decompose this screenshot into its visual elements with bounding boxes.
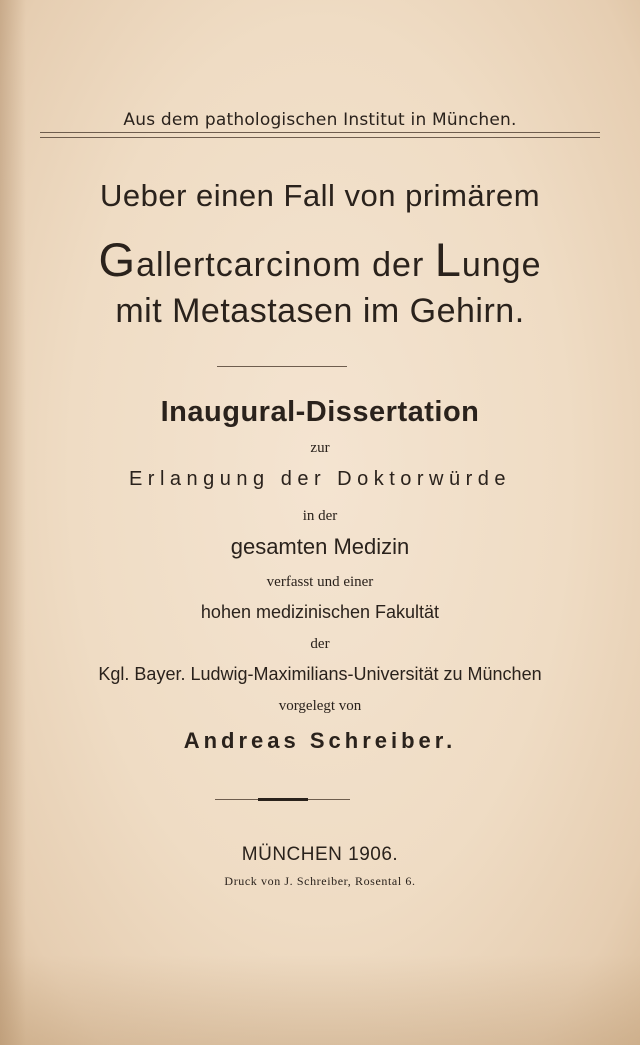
dissertation-heading: Inaugural-Dissertation [160, 396, 480, 428]
short-rule [217, 366, 347, 367]
erlangung-text: Erlangung der Doktorwürde [128, 468, 512, 490]
title-line-1: Ueber einen Fall von primärem [99, 178, 541, 213]
double-rule [40, 132, 600, 138]
city-year: MÜNCHEN 1906. [241, 844, 399, 865]
printer-line: Druck von J. Schreiber, Rosental 6. [224, 874, 416, 888]
title-initial-l: L [434, 233, 462, 286]
zur-text: zur [310, 440, 330, 456]
der-text: der [310, 636, 330, 652]
page-shadow-bottom [0, 955, 640, 1045]
verfasst-text: verfasst und einer [266, 574, 374, 590]
gesamten-medizin-text: gesamten Medizin [230, 534, 410, 559]
university-text: Kgl. Bayer. Ludwig-Maximilians-Universität zu München [98, 664, 542, 684]
title-line-2-part-a: allertcarcinom der [136, 246, 435, 284]
vorgelegt-text: vorgelegt von [278, 698, 362, 714]
title-line-2 [0, 232, 640, 287]
author-name: Andreas Schreiber. [183, 728, 457, 753]
title-initial-g: G [98, 233, 137, 286]
institute-line: Aus dem pathologischen Institut in München. [123, 110, 517, 130]
fakultaet-text: hohen medizinischen Fakultät [200, 602, 440, 622]
title-line-3: mit Metastasen im Gehirn. [115, 292, 525, 330]
title-line-2-part-b: unge [461, 246, 542, 284]
ornament-rule-center [258, 798, 308, 801]
in-der-text: in der [302, 508, 338, 524]
